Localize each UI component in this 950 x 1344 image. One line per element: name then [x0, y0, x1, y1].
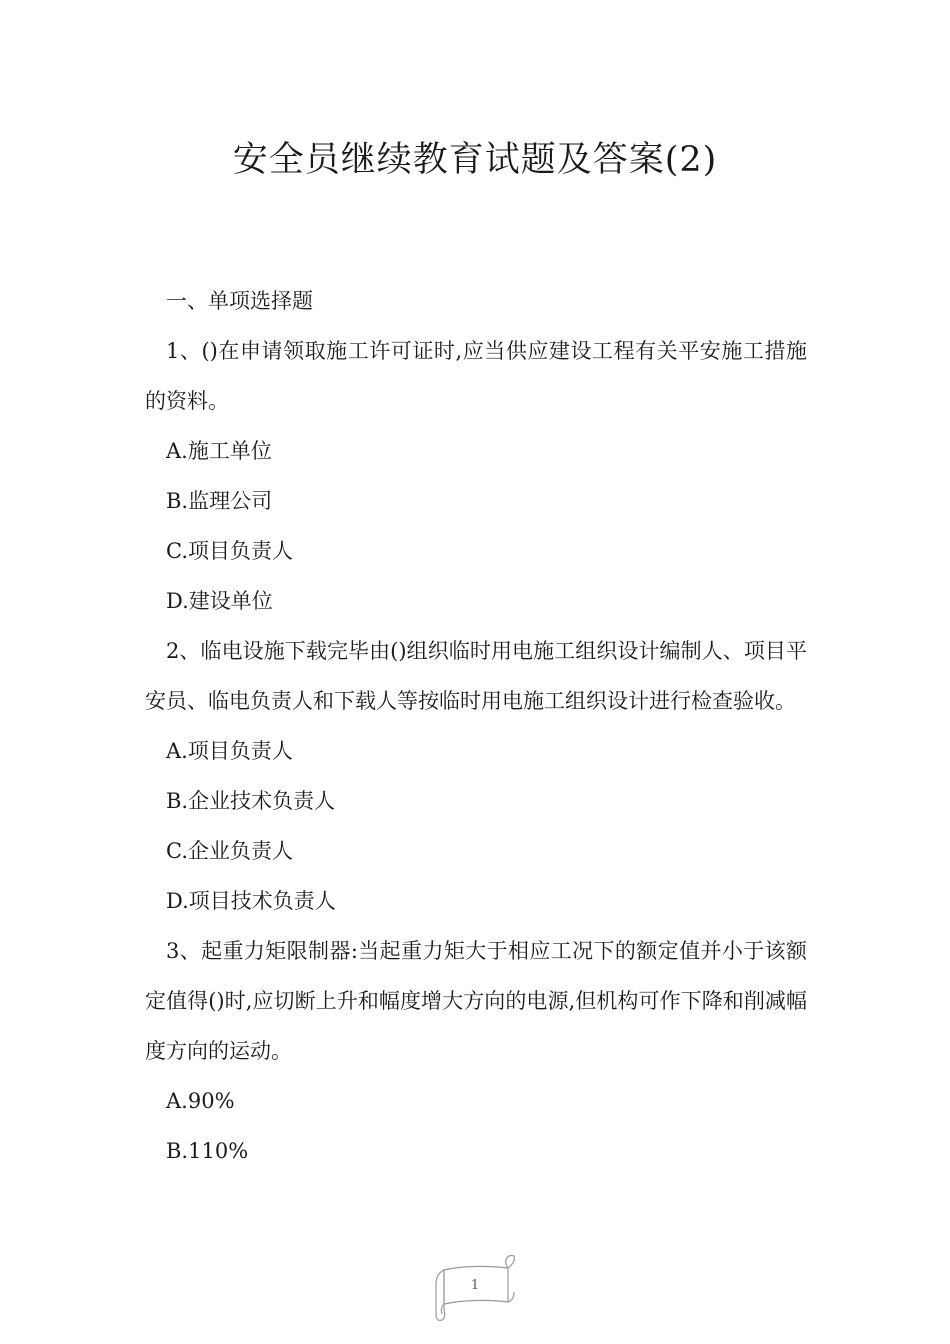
q3-option-b: B.110%	[166, 1139, 249, 1163]
section-heading: 一、单项选择题	[166, 289, 313, 313]
page-footer	[430, 1252, 520, 1324]
q1-option-a: A.施工单位	[166, 439, 272, 463]
q2-option-a: A.项目负责人	[166, 739, 293, 763]
question-3: 3、起重力矩限制器:当起重力矩大于相应工况下的额定值并小于该额定值得()时,应切断上升和幅度增大方向的电源,但机构可作下降和削减幅度方向的运动。	[145, 939, 807, 1063]
q2-option-d: D.项目技术负责人	[166, 889, 336, 913]
q2-option-b: B.企业技术负责人	[166, 789, 336, 813]
document-title: 安全员继续教育试题及答案(2)	[232, 140, 718, 180]
q1-option-d: D.建设单位	[166, 589, 273, 613]
q1-option-c: C.项目负责人	[166, 539, 293, 563]
q2-option-c: C.企业负责人	[166, 839, 293, 863]
page-number: 1	[470, 1278, 480, 1293]
q1-option-b: B.监理公司	[166, 489, 273, 513]
document-body	[145, 276, 807, 1176]
question-2: 2、临电设施下载完毕由()组织临时用电施工组织设计编制人、项目平安员、临电负责人和下载人等按临时用电施工组织设计进行检查验收。	[145, 639, 807, 713]
question-1: 1、()在申请领取施工许可证时,应当供应建设工程有关平安施工措施的资料。	[145, 339, 807, 413]
q3-option-a: A.90%	[166, 1089, 235, 1113]
